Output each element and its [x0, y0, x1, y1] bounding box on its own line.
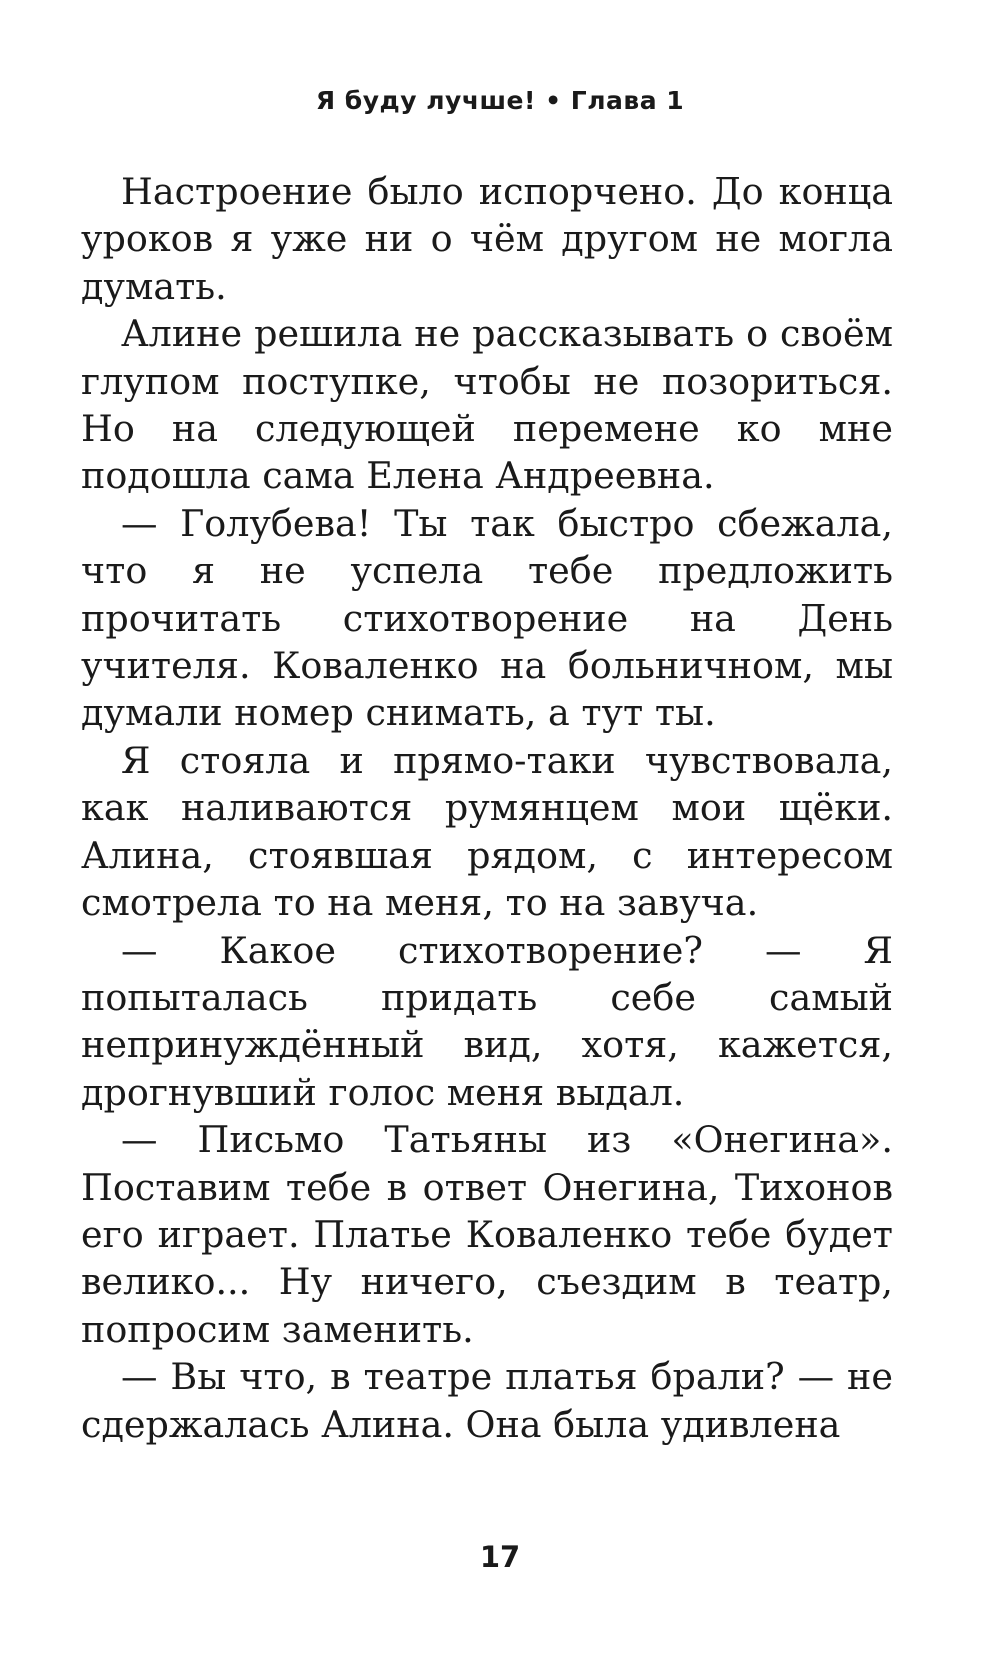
paragraph: Я стояла и прямо-таки чувствовала, как наливаются румянцем мои щёки. Алина, стоявшая рядом, с интересом смотрела то на меня, то на завуча.	[81, 738, 893, 925]
paragraph: Настроение было испорчено. До конца уроков я уже ни о чём другом не могла думать.	[81, 170, 893, 308]
paragraph: — Какое стихотворение? — Я попыталась придать себе самый непринуждённый вид, хотя, кажется, дрогнувший голос меня выдал.	[81, 928, 893, 1114]
paragraph: Алине решила не рассказывать о своём глупом поступке, чтобы не позориться. Но на следующей перемене ко мне подошла сама Елена Андреевна.	[81, 312, 893, 498]
page-number: 17	[479, 1540, 521, 1574]
paragraph: — Вы что, в театре платья брали? — не сдержалась Алина. Она была удивлена	[81, 1355, 893, 1446]
body-text	[81, 168, 893, 1448]
running-head: Я буду лучше! • Глава 1	[315, 86, 685, 115]
paragraph: — Голубева! Ты так быстро сбежала, что я не успела тебе предложить прочитать стихотворение на День учителя. Коваленко на больничном, мы думали номер снимать, а тут ты.	[81, 501, 893, 735]
paragraph: — Письмо Татьяны из «Онегина». Поставим тебе в ответ Онегина, Тихонов его играет. Платье Коваленко тебе будет велико... Ну ничего, съездим в театр, попросим заменить.	[81, 1118, 893, 1351]
